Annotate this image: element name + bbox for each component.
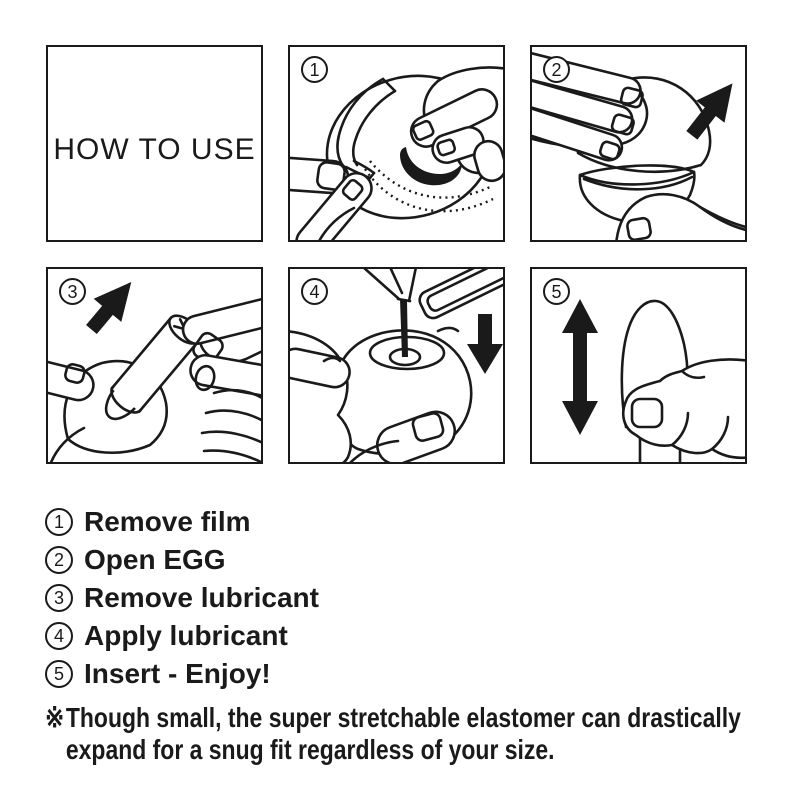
step-item-2 [45,545,319,575]
panel-step-3 [46,267,263,464]
step-item-4 [45,621,319,651]
step-2-badge: 2 [543,56,570,83]
step-item-5 [45,659,319,689]
panel-title [46,45,263,242]
footnote-text [66,702,741,765]
footnote-line-2: expand for a snug fit regardless of your size. [65,733,555,765]
step-4-number: 4 [45,622,73,650]
step-2-number: 2 [45,546,73,574]
step-item-3 [45,583,319,613]
footnote [45,702,785,765]
step-3-badge: 3 [59,278,86,305]
panel-step-5 [530,267,747,464]
step-4-badge: 4 [301,278,328,305]
panel-step-2 [530,45,747,242]
step-item-1 [45,507,319,537]
step-3-label: Remove lubricant [84,582,319,613]
step-1-number: 1 [45,508,73,536]
footnote-line-1: Though small, the super stretchable elastomer can drastically [65,702,741,733]
step-5-badge: 5 [543,278,570,305]
step-2-label: Open EGG [84,544,226,575]
reference-mark: ※ [45,702,65,733]
sheet-title: HOW TO USE [53,133,256,166]
step-5-label: Insert - Enjoy! [84,658,271,689]
step-5-number: 5 [45,660,73,688]
step-4-label: Apply lubricant [84,620,288,651]
step-1-badge: 1 [301,56,328,83]
step-list [45,507,319,697]
panel-step-4 [288,267,505,464]
step-3-number: 3 [45,584,73,612]
step-1-label: Remove film [84,506,251,537]
panel-step-1 [288,45,505,242]
